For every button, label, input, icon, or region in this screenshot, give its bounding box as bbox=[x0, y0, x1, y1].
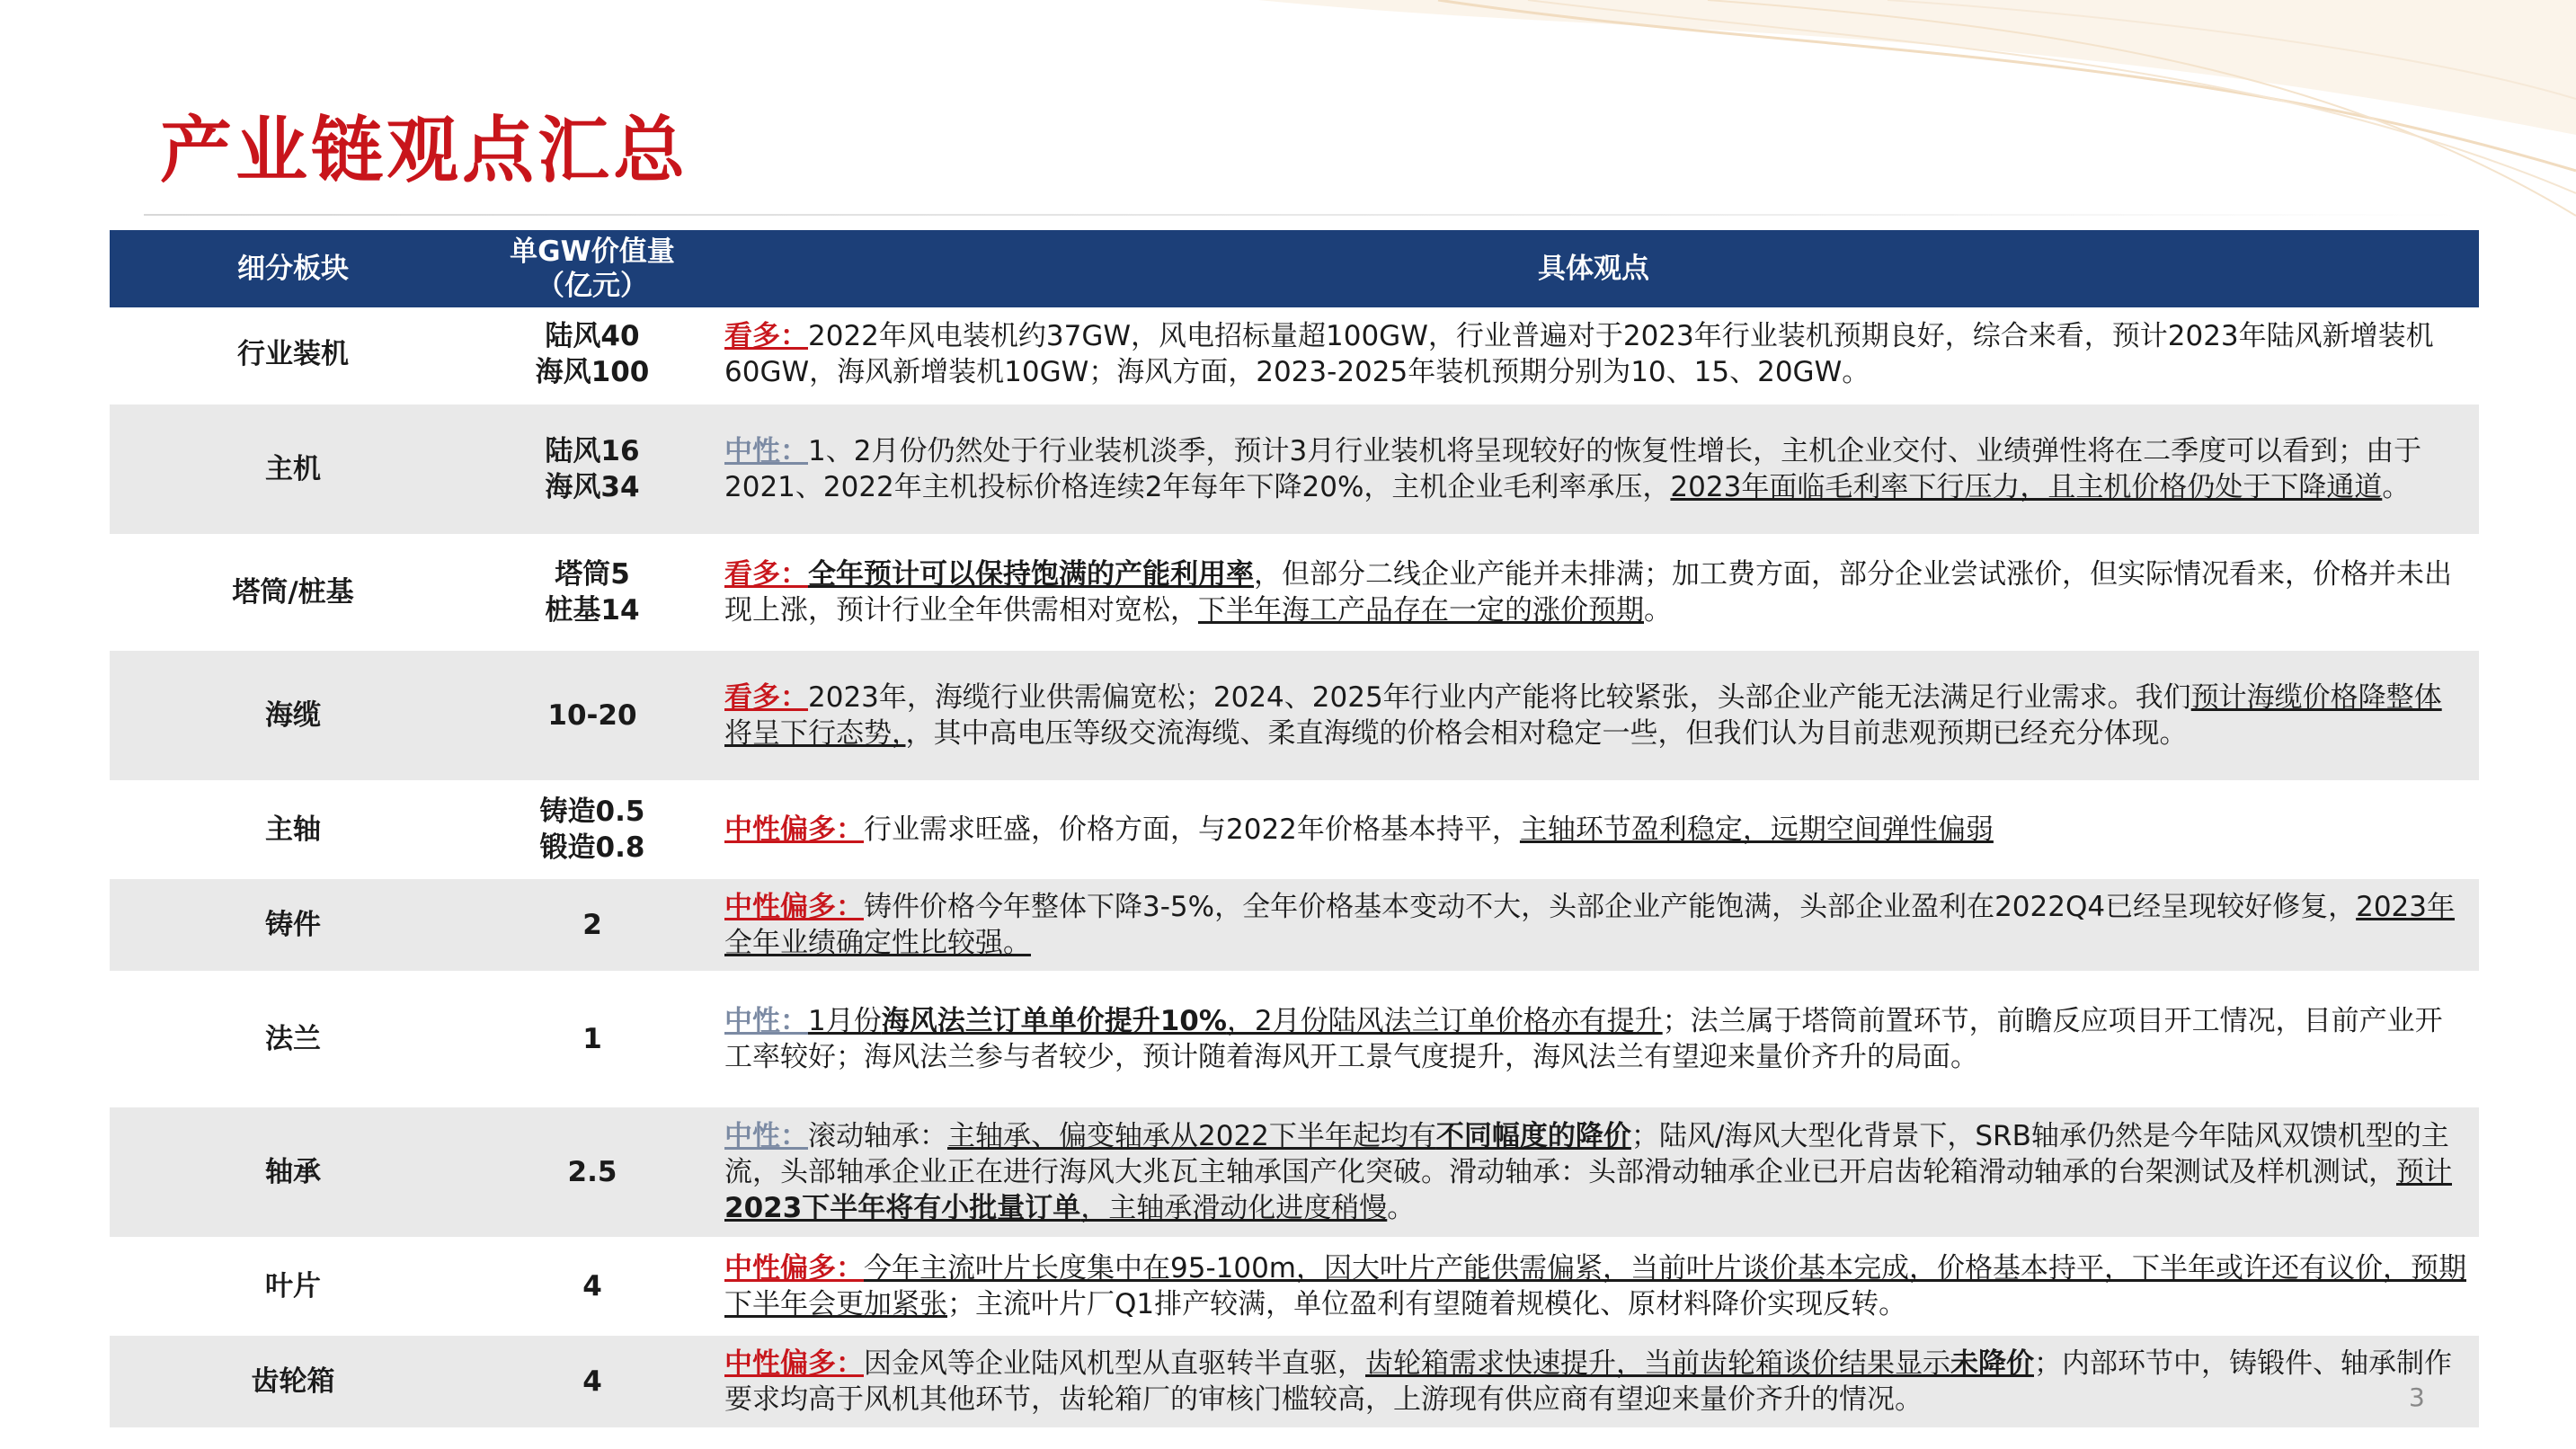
row-view bbox=[708, 403, 2479, 536]
view-stance-tag: 中性： bbox=[724, 435, 808, 467]
view-text-segment: 2023年面临毛利率下行压力，且主机价格仍处于下降通道 bbox=[1670, 471, 2383, 503]
row-view bbox=[708, 973, 2479, 1106]
view-text-segment: 下半年海工产品存在一定的涨价预期 bbox=[1198, 594, 1644, 627]
row-segment: 铸件 bbox=[110, 877, 476, 973]
row-view bbox=[708, 1334, 2479, 1429]
table-row bbox=[110, 1239, 2479, 1334]
view-text-segment: 不同幅度的降价 bbox=[1435, 1120, 1631, 1152]
row-view bbox=[708, 649, 2479, 782]
view-text-segment: 因大叶片产能供需偏紧，当前叶片谈价基本完成，价格基本持平，下半年或许还有议价，预期下半年会更加紧张 bbox=[724, 1252, 2466, 1320]
view-text-segment: 2023年，海缆行业供需偏宽松；2024、2025年行业内产能将比较紧张，头部企业产能无法满足行业需求。我们 bbox=[808, 681, 2191, 714]
view-text-segment: 铸件价格今年整体下降3-5%，全年价格基本变动不大，头部企业产能饱满，头部企业盈利在2022Q4已经呈现较好修复， bbox=[864, 891, 2357, 923]
row-value-per-gw bbox=[476, 1239, 708, 1334]
view-text-segment: 2023年全年业绩确定性比较强。 bbox=[724, 891, 2456, 959]
row-segment: 叶片 bbox=[110, 1239, 476, 1334]
value-line: 10-20 bbox=[547, 699, 637, 732]
view-stance-tag: 中性偏多： bbox=[724, 1252, 864, 1285]
row-value-per-gw bbox=[476, 782, 708, 877]
view-text-segment: 今年主流叶片长度集中在95-100m， bbox=[864, 1252, 1324, 1285]
table-row bbox=[110, 782, 2479, 877]
row-value-per-gw bbox=[476, 649, 708, 782]
row-segment: 塔筒/桩基 bbox=[110, 536, 476, 649]
value-line: 4 bbox=[582, 1270, 602, 1302]
view-stance-tag: 中性： bbox=[724, 1005, 808, 1037]
view-text-segment: 行业需求旺盛，价格方面，与2022年价格基本持平， bbox=[864, 813, 1520, 846]
page-number: 3 bbox=[2409, 1382, 2425, 1412]
header-value-per-gw bbox=[476, 230, 708, 307]
view-text-segment: ，其中高电压等级交流海缆、柔直海缆的价格会相对稳定一些，但我们认为目前悲观预期已经充分体现。 bbox=[905, 717, 2188, 750]
value-line: 海风100 bbox=[535, 356, 650, 388]
view-stance-tag: 看多： bbox=[724, 681, 808, 714]
row-view bbox=[708, 307, 2479, 403]
table-header-row bbox=[110, 230, 2479, 307]
view-text-segment: 。 bbox=[2382, 471, 2411, 503]
row-view bbox=[708, 877, 2479, 973]
value-line: 铸造0.5 bbox=[539, 796, 645, 828]
value-line: 塔筒5 bbox=[555, 558, 630, 591]
view-text-segment: 主轴承、偏变轴承从2022下半年起均有 bbox=[947, 1120, 1436, 1152]
view-text-segment: ；内部环节中，铸锻件、轴承制作要求均高于风机其他环节，齿轮箱厂的审核门槛较高，上游现有供应商有望迎来量价齐升的情况。 bbox=[724, 1347, 2452, 1416]
row-segment: 法兰 bbox=[110, 973, 476, 1106]
table-row bbox=[110, 973, 2479, 1106]
row-value-per-gw bbox=[476, 1334, 708, 1429]
view-text-segment: 2023下半年将有小批量订单 bbox=[724, 1192, 1081, 1224]
view-text-segment: 2022年风电装机约37GW，风电招标量超100GW，行业普遍对于2023年行业装机预期良好，综合来看，预计2023年陆风新增装机60GW，海风新增装机10GW；海风方面，2023-2025年装机预期分别为10、15、20GW。 bbox=[724, 320, 2434, 388]
view-text-segment: 齿轮箱需求快速提升，当前齿轮箱谈价结果显示 bbox=[1365, 1347, 1950, 1380]
view-text-segment: 滚动轴承： bbox=[808, 1120, 947, 1152]
row-value-per-gw bbox=[476, 1106, 708, 1239]
row-segment: 齿轮箱 bbox=[110, 1334, 476, 1429]
row-view bbox=[708, 536, 2479, 649]
view-text-segment: 1、2月份仍然处于行业装机淡季，预计3月行业装机将呈现较好的恢复性增长，主机企业交付、业绩弹性将在二季度可以看到；由于2021、2022年主机投标价格连续2年每年下降20%，主机企业毛利率承压， bbox=[724, 435, 2422, 503]
view-stance-tag: 中性偏多： bbox=[724, 813, 864, 846]
value-line: 2 bbox=[582, 909, 602, 941]
row-view bbox=[708, 1106, 2479, 1239]
row-view bbox=[708, 782, 2479, 877]
view-text-segment: 因金风等企业陆风机型从直驱转半直驱， bbox=[864, 1347, 1365, 1380]
row-value-per-gw bbox=[476, 877, 708, 973]
table-row bbox=[110, 1106, 2479, 1239]
row-segment: 海缆 bbox=[110, 649, 476, 782]
table-row bbox=[110, 536, 2479, 649]
view-text-segment: 全年预计可以保持饱满的产能利用率 bbox=[808, 558, 1254, 591]
view-stance-tag: 中性偏多： bbox=[724, 1347, 864, 1380]
value-line: 2.5 bbox=[567, 1156, 617, 1188]
view-stance-tag: 中性： bbox=[724, 1120, 808, 1152]
header-value-line1: 单GW价值量 bbox=[510, 236, 675, 268]
table-row bbox=[110, 403, 2479, 536]
table-row bbox=[110, 307, 2479, 403]
row-view bbox=[708, 1239, 2479, 1334]
view-text-segment: ，但部分二线企业产能并未排满；加工费方面，部分企业尝试涨价，但实际情况看来，价格并未出现上涨，预计行业全年供需相对宽松， bbox=[724, 558, 2452, 627]
view-text-segment: 预计 bbox=[2396, 1156, 2452, 1188]
view-text-segment: 。 bbox=[1387, 1192, 1416, 1224]
row-segment: 轴承 bbox=[110, 1106, 476, 1239]
table-row bbox=[110, 1334, 2479, 1429]
view-text-segment: ；陆风/海风大型化背景下，SRB轴承仍然是今年陆风双馈机型的主流，头部轴承企业正在进行海风大兆瓦主轴承国产化突破。滑动轴承：头部滑动轴承企业已开启齿轮箱滑动轴承的台架测试及样机测试， bbox=[724, 1120, 2449, 1188]
view-text-segment: 海风法兰订单单价提升10% bbox=[881, 1005, 1227, 1037]
view-text-segment: 预计海缆价格降整体将呈下行态势， bbox=[724, 681, 2442, 750]
view-stance-tag: 看多： bbox=[724, 558, 808, 591]
view-stance-tag: 中性偏多： bbox=[724, 891, 864, 923]
value-line: 桩基14 bbox=[545, 594, 640, 627]
view-text-segment: ；主流叶片厂Q1排产较满，单位盈利有望随着规模化、原材料降价实现反转。 bbox=[947, 1288, 1907, 1320]
table-row bbox=[110, 649, 2479, 782]
row-value-per-gw bbox=[476, 307, 708, 403]
row-segment: 行业装机 bbox=[110, 307, 476, 403]
view-text-segment: 1月份 bbox=[808, 1005, 882, 1037]
industry-chain-summary-table bbox=[110, 230, 2479, 1431]
view-text-segment: ；法兰属于塔筒前置环节，前瞻反应项目开工情况，目前产业开工率较好；海风法兰参与者较少，预计随着海风开工景气度提升，海风法兰有望迎来量价齐升的局面。 bbox=[724, 1005, 2443, 1073]
row-segment: 主轴 bbox=[110, 782, 476, 877]
value-line: 陆风16 bbox=[545, 435, 640, 467]
view-text-segment: ，主轴承滑动化进度稍慢 bbox=[1080, 1192, 1388, 1224]
table-row bbox=[110, 877, 2479, 973]
row-value-per-gw bbox=[476, 403, 708, 536]
value-line: 1 bbox=[582, 1023, 602, 1055]
table-body bbox=[110, 307, 2479, 1429]
view-text-segment: ，2月份陆风法兰订单价格亦有提升 bbox=[1226, 1005, 1663, 1037]
row-value-per-gw bbox=[476, 536, 708, 649]
header-segment: 细分板块 bbox=[110, 230, 476, 307]
title-divider bbox=[144, 214, 2463, 216]
view-stance-tag: 看多： bbox=[724, 320, 808, 352]
view-text-segment: 。 bbox=[1644, 594, 1672, 627]
value-line: 陆风40 bbox=[545, 320, 640, 352]
row-value-per-gw bbox=[476, 973, 708, 1106]
view-text-segment: 主轴环节盈利稳定，远期空间弹性偏弱 bbox=[1519, 813, 1994, 846]
value-line: 海风34 bbox=[545, 471, 640, 503]
row-segment: 主机 bbox=[110, 403, 476, 536]
value-line: 锻造0.8 bbox=[539, 831, 645, 864]
value-line: 4 bbox=[582, 1365, 602, 1398]
page-title: 产业链观点汇总 bbox=[160, 109, 688, 192]
header-value-line2: （亿元） bbox=[537, 270, 648, 302]
view-text-segment: 未降价 bbox=[1950, 1347, 2034, 1380]
header-view: 具体观点 bbox=[708, 230, 2479, 307]
